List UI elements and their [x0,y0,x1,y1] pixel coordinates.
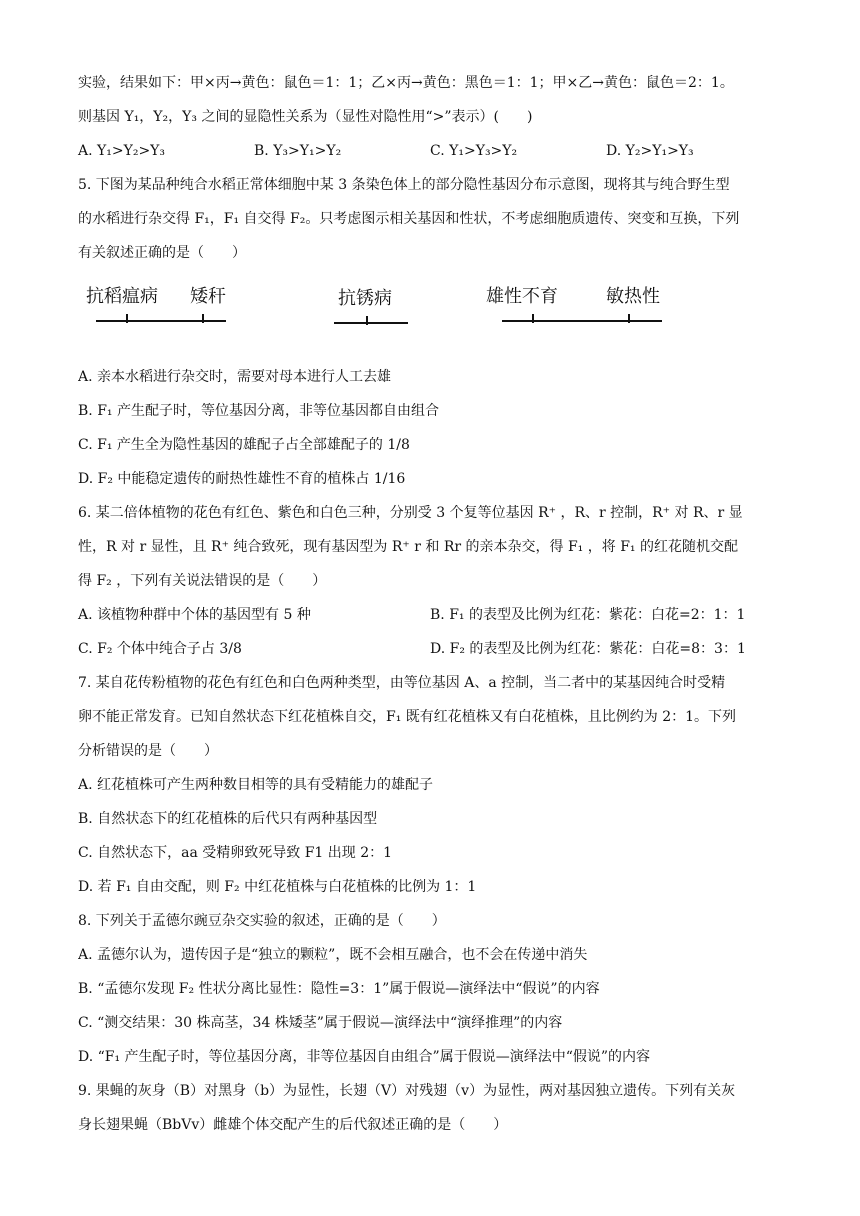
gene-label-heat-sensitive: 敏热性 [606,286,660,307]
locus-tick-1 [126,314,128,323]
q5-option-a: A. 亲本水稻进行杂交时，需要对母本进行人工去雄 [78,369,392,385]
q5-stem-1: 5. 下图为某品种纯合水稻正常体细胞中某 3 条染色体上的部分隐性基因分布示意图，现将其与纯合野生型 [78,177,730,193]
q5-option-d: D. F₂ 中能稳定遗传的耐热性雄性不育的植株占 1/16 [78,471,406,487]
gene-label-dwarf: 矮秆 [190,286,226,307]
q7-option-a: A. 红花植株可产生两种数目相等的具有受精能力的雄配子 [78,777,434,793]
q7-stem-2: 卵不能正常发育。已知自然状态下红花植株自交，F₁ 既有红花植株又有白花植株，且比例约为 2：1。下列 [78,709,737,725]
locus-tick-5 [628,314,630,323]
q6-stem-2: 性，R 对 r 显性，且 R⁺ 纯合致死，现有基因型为 R⁺ r 和 Rr 的亲本杂交，得 F₁ ，将 F₁ 的红花随机交配 [78,539,738,555]
q7-stem-1: 7. 某自花传粉植物的花色有红色和白色两种类型，由等位基因 A、a 控制，当二者中的某基因纯合时受精 [78,675,726,691]
q4-line-1: 实验，结果如下：甲×丙→黄色：鼠色＝1：1；乙×丙→黄色：黑色＝1：1；甲×乙→黄色：鼠色＝2：1。 [78,75,734,91]
q6-stem-1: 6. 某二倍体植物的花色有红色、紫色和白色三种，分别受 3 个复等位基因 R⁺ ，R、r 控制，R⁺ 对 R、r 显 [78,505,743,521]
q6-option-b: B. F₁ 的表型及比例为红花：紫花：白花=2：1：1 [430,607,746,623]
q8-option-c: C. “测交结果：30 株高茎，34 株矮茎”属于假说—演绎法中“演绎推理”的内容 [78,1015,563,1031]
q4-line-2: 则基因 Y₁，Y₂，Y₃ 之间的显隐性关系为（显性对隐性用“>”表示）( ) [78,109,533,125]
q9-stem-1: 9. 果蝇的灰身（B）对黑身（b）为显性，长翅（V）对残翅（v）为显性，两对基因独立遗传。下列有关灰 [78,1083,736,1099]
q8-option-d: D. “F₁ 产生配子时，等位基因分离，非等位基因自由组合”属于假说—演绎法中“假说”的内容 [78,1049,651,1065]
locus-tick-4 [532,314,534,323]
q4-option-d: D. Y₂>Y₁>Y₃ [606,143,694,159]
q5-option-c: C. F₁ 产生全为隐性基因的雄配子占全部雄配子的 1/8 [78,437,410,453]
q4-option-c: C. Y₁>Y₃>Y₂ [430,143,518,159]
q8-option-b: B. “孟德尔发现 F₂ 性状分离比显性：隐性=3：1”属于假说—演绎法中“假说”的内容 [78,981,600,997]
q6-option-c: C. F₂ 个体中纯合子占 3/8 [78,641,242,657]
q7-stem-3: 分析错误的是（ ） [78,743,218,759]
q6-options-row-1 [78,598,784,632]
q8-stem-1: 8. 下列关于孟德尔豌豆杂交实验的叙述，正确的是（ ） [78,913,446,929]
q4-options [78,134,784,168]
q5-stem-3: 有关叙述正确的是（ ） [78,245,246,261]
chromosome-1 [96,320,226,322]
q5-option-b: B. F₁ 产生配子时，等位基因分离，非等位基因都自由组合 [78,403,439,419]
q7-option-d: D. 若 F₁ 自由交配，则 F₂ 中红花植株与白花植株的比例为 1：1 [78,879,477,895]
chromosome-diagram [78,270,784,360]
q6-options-row-2 [78,632,784,666]
q9-stem-2: 身长翅果蝇（BbVv）雌雄个体交配产生的后代叙述正确的是（ ） [78,1117,508,1133]
chromosome-2 [334,322,408,324]
q6-stem-3: 得 F₂ ，下列有关说法错误的是（ ） [78,573,327,589]
locus-tick-2 [202,314,204,323]
gene-label-blast-resistance: 抗稻瘟病 [86,286,158,307]
q7-option-c: C. 自然状态下，aa 受精卵致死导致 F1 出现 2：1 [78,845,393,861]
q6-option-a: A. 该植物种群中个体的基因型有 5 种 [78,607,311,623]
q4-option-a: A. Y₁>Y₂>Y₃ [78,143,166,159]
gene-label-male-sterile: 雄性不育 [486,286,558,307]
locus-tick-3 [366,316,368,325]
q8-option-a: A. 孟德尔认为，遗传因子是“独立的颗粒”，既不会相互融合，也不会在传递中消失 [78,947,588,963]
exam-page [78,66,784,1142]
q7-option-b: B. 自然状态下的红花植株的后代只有两种基因型 [78,811,378,827]
chromosome-3 [502,320,662,322]
q4-option-b: B. Y₃>Y₁>Y₂ [254,143,342,159]
q6-option-d: D. F₂ 的表型及比例为红花：紫花：白花=8：3：1 [430,641,746,657]
q5-stem-2: 的水稻进行杂交得 F₁，F₁ 自交得 F₂。只考虑图示相关基因和性状，不考虑细胞质遗传、突变和互换，下列 [78,211,740,227]
gene-label-rust-resistance: 抗锈病 [338,288,392,309]
